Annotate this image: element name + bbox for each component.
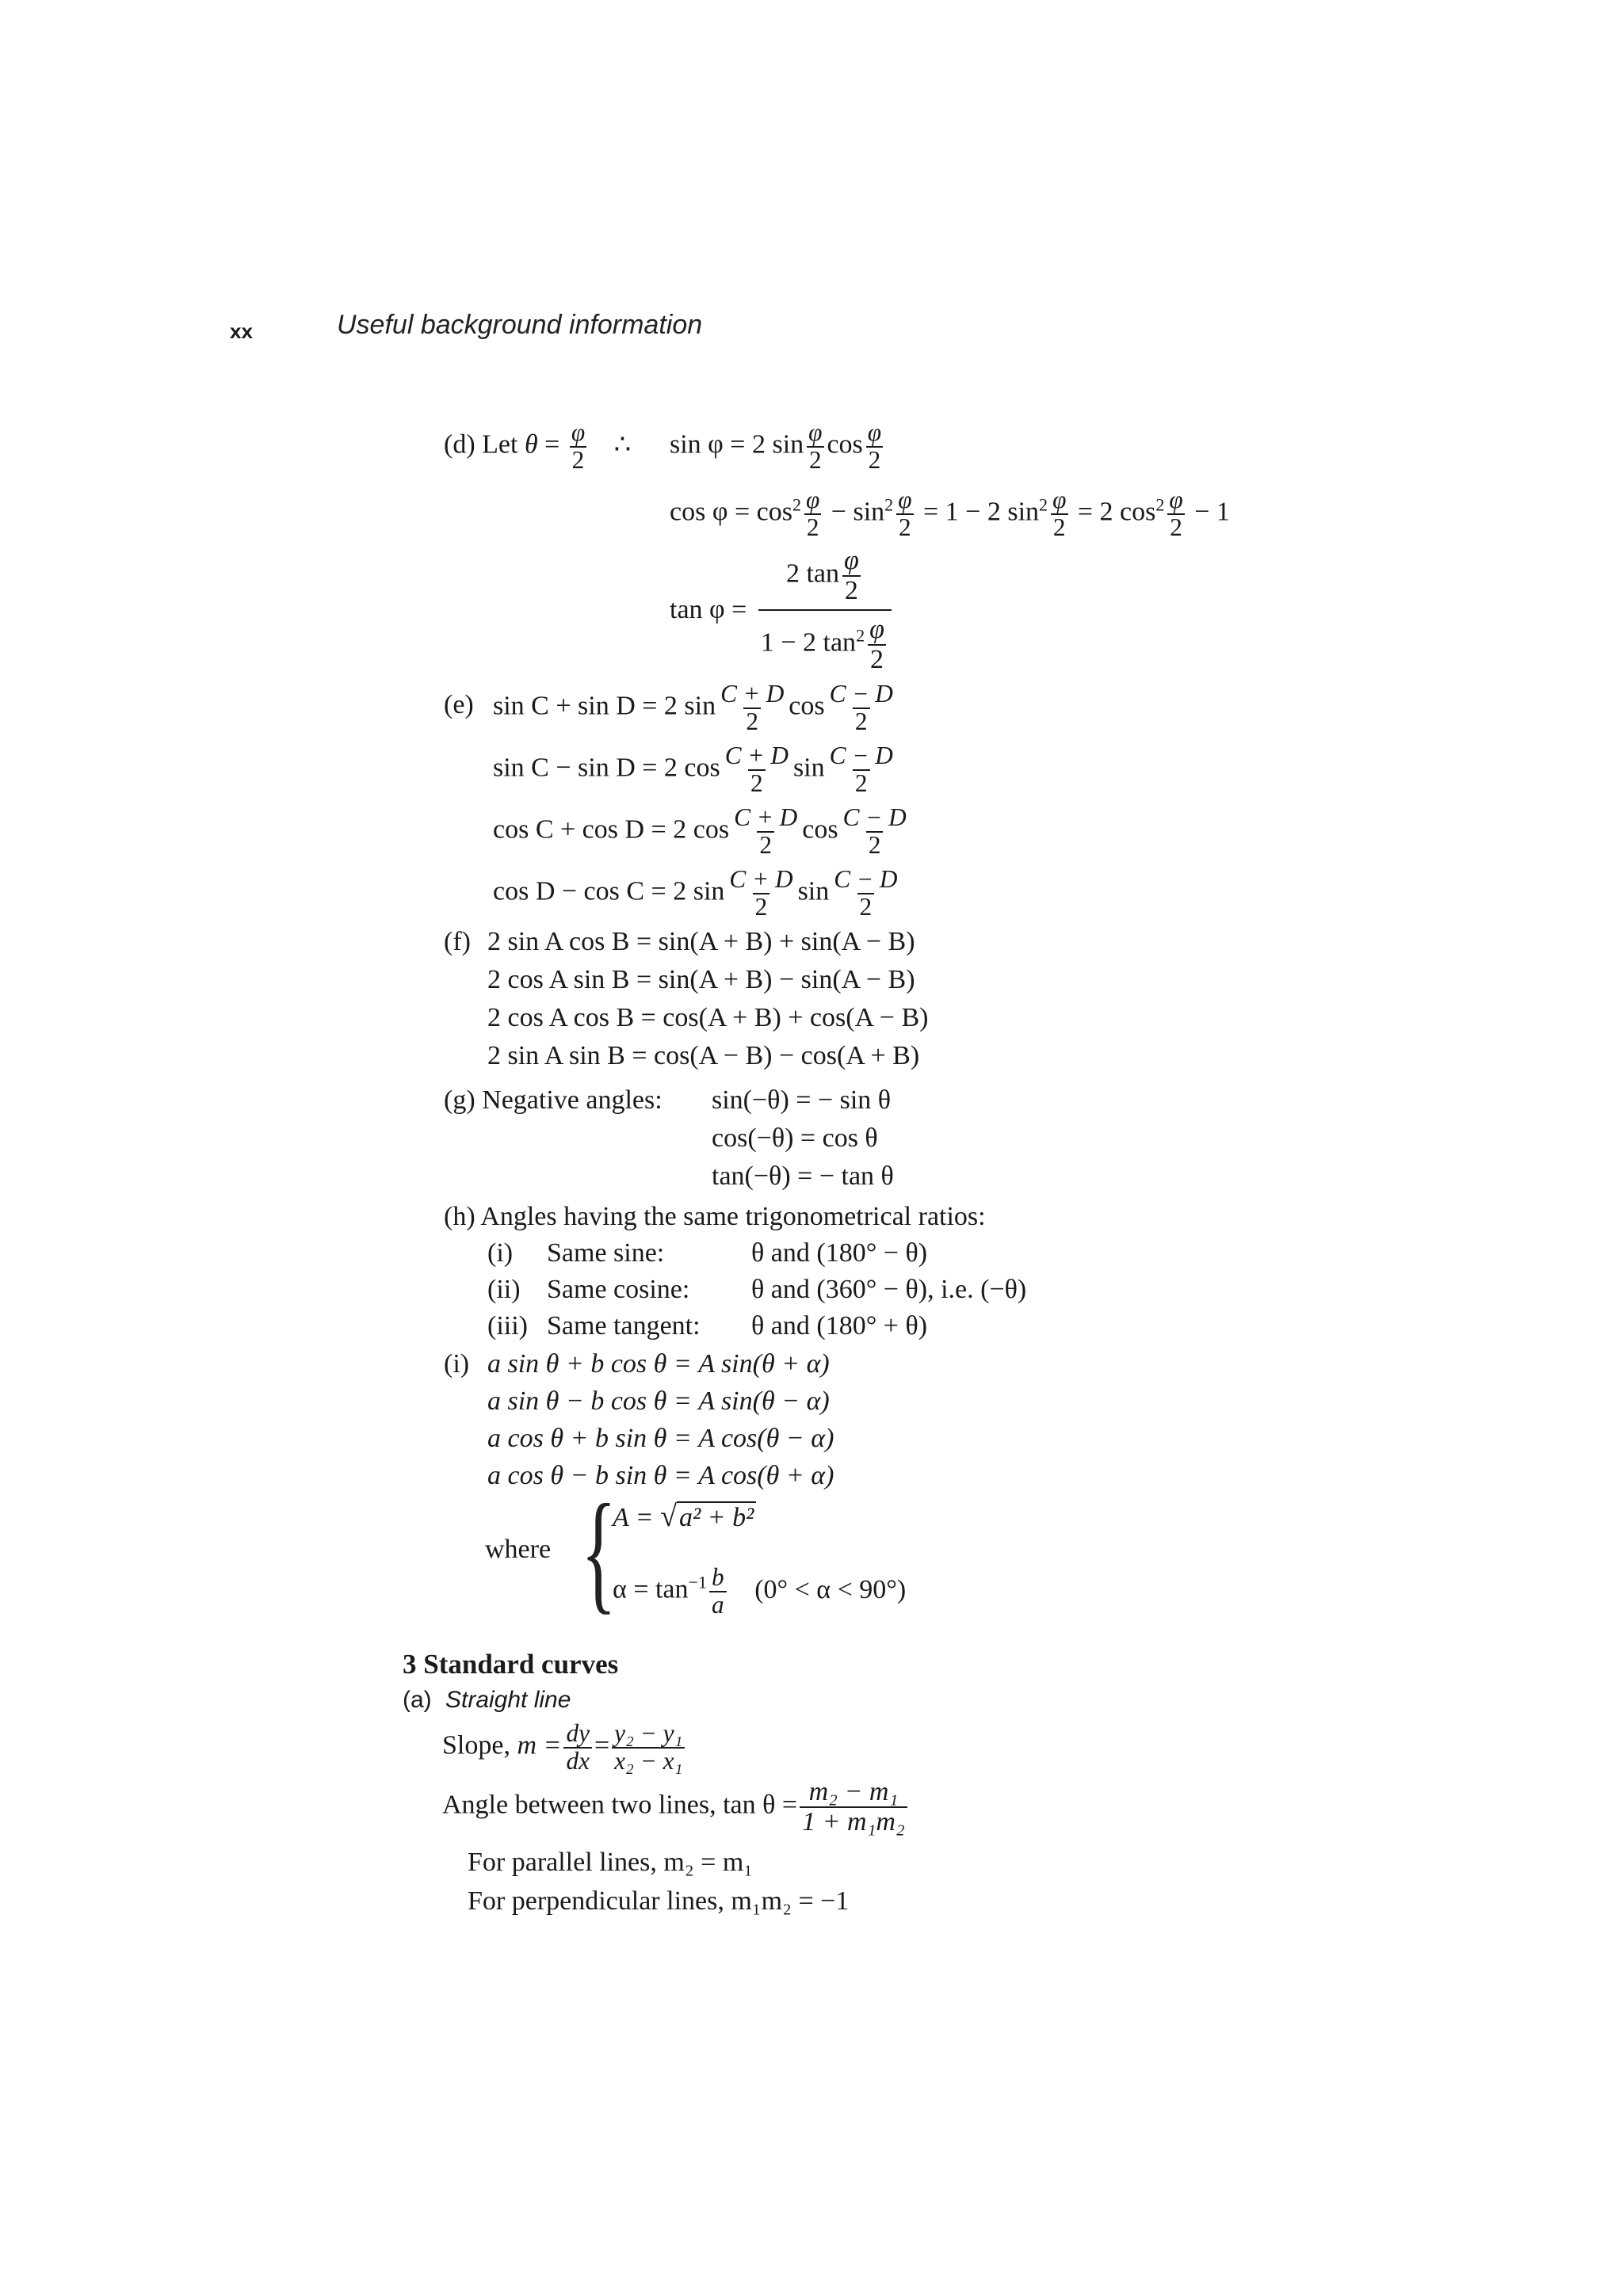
i-range: (0° < α < 90°) [754, 1574, 907, 1604]
e-frac: $\frac{C + D}{2}$ [720, 680, 785, 735]
g-line-1: sin(−θ) = − sin θ [712, 1085, 892, 1115]
e-frac: $\frac{C - D}{2}$ [829, 742, 893, 797]
f-line-4: 2 sin A sin B = cos(A − B) − cos(A + B) [487, 1041, 920, 1070]
d-sin-phi [670, 420, 886, 474]
i-alpha-eq-text: α = tan [613, 1574, 689, 1604]
f-line-3: 2 cos A cos B = cos(A + B) + cos(A − B) [487, 1003, 929, 1032]
i-where: where [485, 1535, 552, 1564]
slope-frac: $\frac{\text{y₂ − y₁}}{\text{x₂ − x₁}}$ [612, 1721, 685, 1775]
e-line-3 [493, 805, 911, 859]
d-therefore: ∴ [613, 429, 632, 460]
e-frac: $\frac{C - D}{2}$ [842, 803, 907, 859]
slope-formula [442, 1721, 687, 1775]
d-label [444, 420, 631, 474]
sub-a-title: Straight line [445, 1687, 571, 1713]
d-frac-8: $\frac{\varphi}{2}$ [867, 616, 887, 673]
i-A-eq-text: A = [613, 1503, 654, 1532]
d-sq-3: 2 [1039, 494, 1048, 515]
h-num-2: (ii) [487, 1275, 521, 1304]
d-phi-over-2: $\frac{\varphi}{2}$ [569, 420, 587, 474]
i-line-2: a sin θ − b cos θ = A sin(θ − α) [487, 1386, 830, 1416]
h-value-3: θ and (180° + θ) [751, 1311, 928, 1341]
h-label: (h) Angles having the same trigonometrical ratios: [444, 1202, 986, 1231]
e-mid: sin [797, 876, 830, 906]
d-one-minus-2tan: 1 − 2 tan [760, 627, 857, 658]
d-cos-phi [670, 487, 1230, 541]
i-line-4: a cos θ − b sin θ = A cos(θ + α) [487, 1461, 834, 1490]
h-name-2: Same cosine: [547, 1275, 690, 1304]
e-lhs: cos D − cos C = 2 sin [493, 876, 725, 906]
d-frac-4: $\frac{\varphi}{2}$ [896, 487, 914, 541]
h-name-1: Same sine: [547, 1238, 665, 1268]
d-eq: = [544, 429, 560, 460]
i-b-over-a: $\frac{b}{a}$ [709, 1565, 727, 1619]
dy-dx: $\frac{dy}{dx}$ [563, 1721, 592, 1775]
i-line-1: a sin θ + b cos θ = A sin(θ + α) [487, 1349, 830, 1379]
e-lhs: sin C − sin D = 2 cos [493, 753, 720, 783]
d-two-tan: 2 tan [785, 559, 839, 589]
f-line-1: 2 sin A cos B = sin(A + B) + sin(A − B) [487, 927, 915, 956]
d-frac-2: $\frac{\varphi}{2}$ [865, 420, 884, 474]
i-line-3: a cos θ + b sin θ = A cos(θ − α) [487, 1424, 834, 1453]
h-value-2: θ and (360° − θ), i.e. (−θ) [751, 1275, 1027, 1304]
d-frac-5: $\frac{\varphi}{2}$ [1050, 487, 1068, 541]
i-brace: { [581, 1477, 617, 1626]
d-frac-6: $\frac{\varphi}{2}$ [1167, 487, 1185, 541]
d-tan-frac [758, 547, 892, 674]
perpendicular-lines: For perpendicular lines, m₁m₂ = −1 [468, 1886, 850, 1916]
sub-a-label: (a) [403, 1687, 432, 1713]
tan-eq: tan θ = [723, 1790, 798, 1820]
d-sq-4: 2 [1155, 494, 1165, 515]
e-lhs: cos C + cos D = 2 cos [493, 814, 730, 845]
d-sq-5: 2 [856, 625, 865, 646]
d-minus-1: − 1 [1194, 497, 1230, 527]
e-lhs: sin C + sin D = 2 sin [493, 691, 716, 721]
section-3-title: 3 Standard curves [403, 1649, 619, 1680]
angle-label: Angle between two lines, [442, 1790, 716, 1820]
i-A-eq [613, 1501, 756, 1531]
d-cos-word: cos [827, 429, 863, 460]
angle-frac: $\frac{\text{m₂ − m₁}}{\text{1 + m₁m₂}}$ [800, 1778, 907, 1836]
e-line-4 [493, 867, 902, 921]
g-label: (g) Negative angles: [444, 1085, 663, 1115]
page-number: xx [230, 319, 253, 343]
e-frac: $\frac{C - D}{2}$ [834, 865, 898, 921]
slope-eq: = [594, 1730, 610, 1760]
d-sq-2: 2 [884, 494, 894, 515]
parallel-lines: For parallel lines, m₂ = m₁ [468, 1848, 754, 1877]
g-line-3: tan(−θ) = − tan θ [712, 1161, 894, 1191]
e-frac: $\frac{C + D}{2}$ [729, 865, 793, 921]
d-minus-sin: − sin [831, 497, 885, 527]
f-line-2: 2 cos A sin B = sin(A + B) − sin(A − B) [487, 965, 915, 994]
d-tan-phi [670, 547, 894, 674]
running-title: Useful background information [337, 310, 703, 340]
d-sin-phi-lhs: sin φ = 2 sin [670, 429, 804, 460]
m-eq: m = [517, 1730, 562, 1760]
i-alpha-eq [613, 1565, 906, 1619]
e-line-1 [493, 681, 898, 735]
d-eq-2sin: = 1 − 2 sin [923, 497, 1040, 527]
d-sq-1: 2 [792, 494, 801, 515]
e-frac: $\frac{C + D}{2}$ [734, 803, 798, 859]
angle-formula [442, 1778, 910, 1836]
e-frac: $\frac{C + D}{2}$ [724, 742, 789, 797]
d-eq-2cos: = 2 cos [1077, 497, 1156, 527]
e-label: (e) [444, 690, 474, 719]
d-cos-lhs: cos φ = cos [670, 497, 792, 527]
slope-label: Slope, [442, 1730, 510, 1760]
e-mid: cos [802, 814, 838, 845]
d-frac-3: $\frac{\varphi}{2}$ [804, 487, 822, 541]
h-value-1: θ and (180° − θ) [751, 1238, 928, 1268]
i-label: (i) [444, 1349, 470, 1379]
sqrt-sign: √ [660, 1500, 677, 1533]
h-num-3: (iii) [487, 1311, 528, 1341]
h-num-1: (i) [487, 1238, 514, 1268]
d-frac-1: $\frac{\varphi}{2}$ [806, 420, 824, 474]
d-label-text: (d) Let [444, 429, 518, 460]
d-theta: θ [524, 429, 538, 460]
e-frac: $\frac{C - D}{2}$ [829, 680, 893, 735]
h-name-3: Same tangent: [547, 1311, 701, 1341]
e-mid: sin [792, 753, 825, 783]
e-mid: cos [789, 691, 825, 721]
e-line-2 [493, 743, 898, 797]
i-inv: −1 [688, 1572, 708, 1592]
f-label: (f) [444, 927, 471, 956]
i-sqrt-content: a² + b² [677, 1501, 756, 1531]
d-tan-lhs: tan φ = [670, 595, 747, 625]
d-frac-7: $\frac{\varphi}{2}$ [842, 547, 861, 605]
g-line-2: cos(−θ) = cos θ [712, 1123, 878, 1153]
